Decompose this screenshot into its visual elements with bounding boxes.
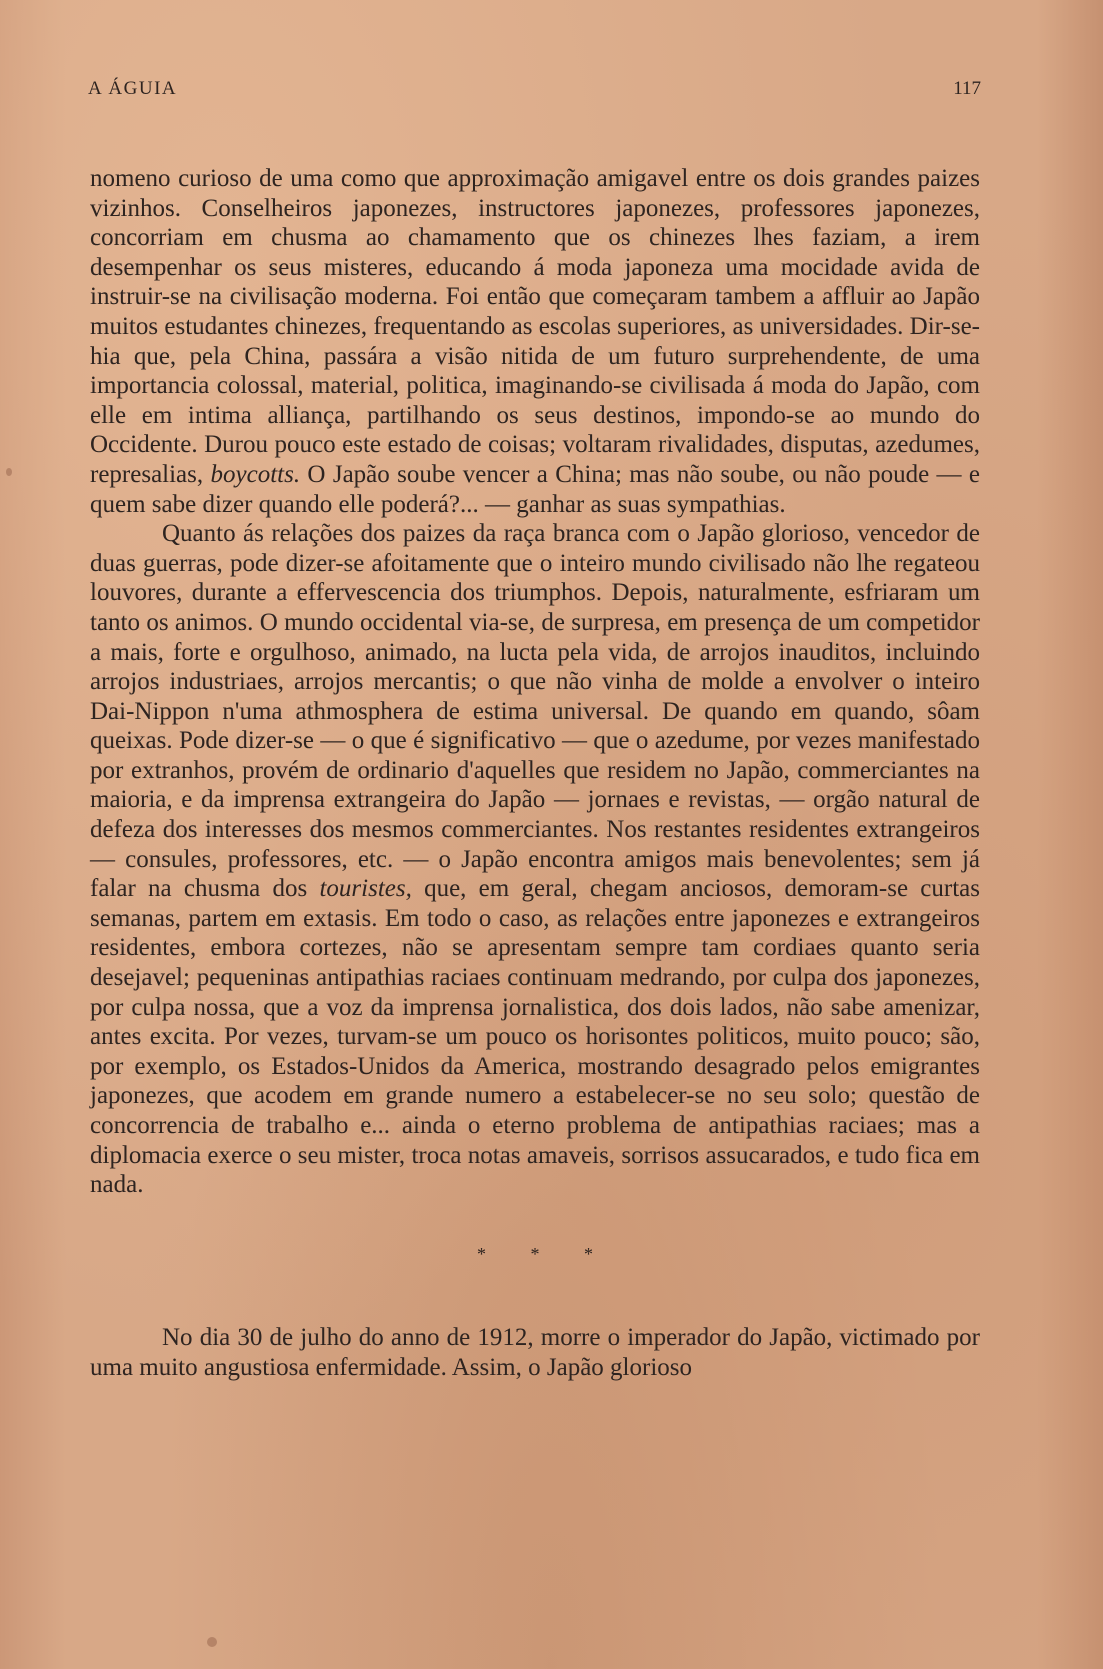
- section-separator: * * *: [477, 1243, 613, 1264]
- paragraph-2: [90, 519, 980, 1200]
- paragraph-1: [90, 164, 980, 519]
- ink-spot: [207, 1637, 217, 1647]
- paragraph-2-end: que, em geral, chegam anciosos, demoram-se curtas semanas, partem em extasis. Em todo o caso, as relações entre japonezes e extrangeiros residentes, embora cortezes, não se apresentam sempre tam cordiaes quanto seria desejavel; pequeninas antipathias raciaes continuam medrando, por culpa dos japonezes, por culpa nossa, que a voz da imprensa jornalistica, dos dois lados, não sabe amenizar, antes excita. Por vezes, turvam-se um pouco os horisontes politicos, muito pouco; são, por exemplo, os Estados-Unidos da America, mostrando desagrado pelos emigrantes japonezes, que acodem em grande numero a estabelecer-se no seu solo; questão de concorrencia de trabalho e... ainda o eterno problema de antipathias raciaes; mas a diplomacia exerce o seu mister, troca notas amaveis, sorrisos assucarados, e tudo fica em nada.: [90, 875, 980, 1199]
- ink-spot: [6, 468, 12, 476]
- paragraph-1-italic: boycotts.: [210, 460, 301, 488]
- paragraph-1-text: nomeno curioso de uma como que approximação amigavel entre os dois grandes paizes vizinhos. Conselheiros japonezes, instructores japonezes, professores japonezes, concorriam em chusma ao chamamento que os chinezes lhes faziam, a irem desempenhar os seus misteres, educando á moda japoneza uma mocidade avida de instruir-se na civilisação moderna. Foi então que começaram tambem a affluir ao Japão muitos estudantes chinezes, frequentando as escolas superiores, as universidades. Dir-se-hia que, pela China, passára a visão nitida de um futuro surprehendente, de uma importancia colossal, material, politica, imaginando-se civilisada á moda do Japão, com elle em intima alliança, partilhando os seus destinos, impondo-se ao mundo do Occidente. Durou pouco este estado de coisas; voltaram rivalidades, disputas, azedumes, represalias,: [90, 165, 980, 488]
- article-body: [90, 164, 980, 1383]
- paragraph-3: No dia 30 de julho do anno de 1912, morre o imperador do Japão, victimado por uma muito angustiosa enfermidade. Assim, o Japão glorioso: [90, 1324, 980, 1381]
- paragraph-1-end: O Japão soube vencer a China; mas não soube, ou não poude — e quem sabe dizer quando elle poderá?... — ganhar as suas sympathias.: [90, 460, 980, 518]
- page-number: 117: [953, 78, 981, 99]
- running-title: A ÁGUIA: [88, 78, 178, 99]
- paragraph-2-text: Quanto ás relações dos paizes da raça branca com o Japão glorioso, vencedor de duas guerras, pode dizer-se afoitamente que o inteiro mundo civilisado não lhe regateou louvores, durante a effervescencia dos triumphos. Depois, naturalmente, esfriaram um tanto os animos. O mundo occidental via-se, de surpresa, em presença de um competidor a mais, forte e orgulhoso, animado, na lucta pela vida, de arrojos inauditos, incluindo arrojos industriaes, arrojos mercantis; o que não vinha de molde a envolver o inteiro Dai-Nippon n'uma athmosphera de estima universal. De quando em quando, sôam queixas. Pode dizer-se — o que é significativo — que o azedume, por vezes manifestado por extranhos, provém de ordinario d'aquelles que residem no Japão, commerciantes na maioria, e da imprensa extrangeira do Japão — jornaes e revistas, — orgão natural de defeza dos interesses dos mesmos commerciantes. Nos restantes residentes extrangeiros — consules, professores, etc. — o Japão encontra amigos mais benevolentes; sem já falar na chusma dos: [90, 520, 980, 903]
- paragraph-2-italic: touristes,: [319, 875, 412, 903]
- page-header: [88, 78, 981, 108]
